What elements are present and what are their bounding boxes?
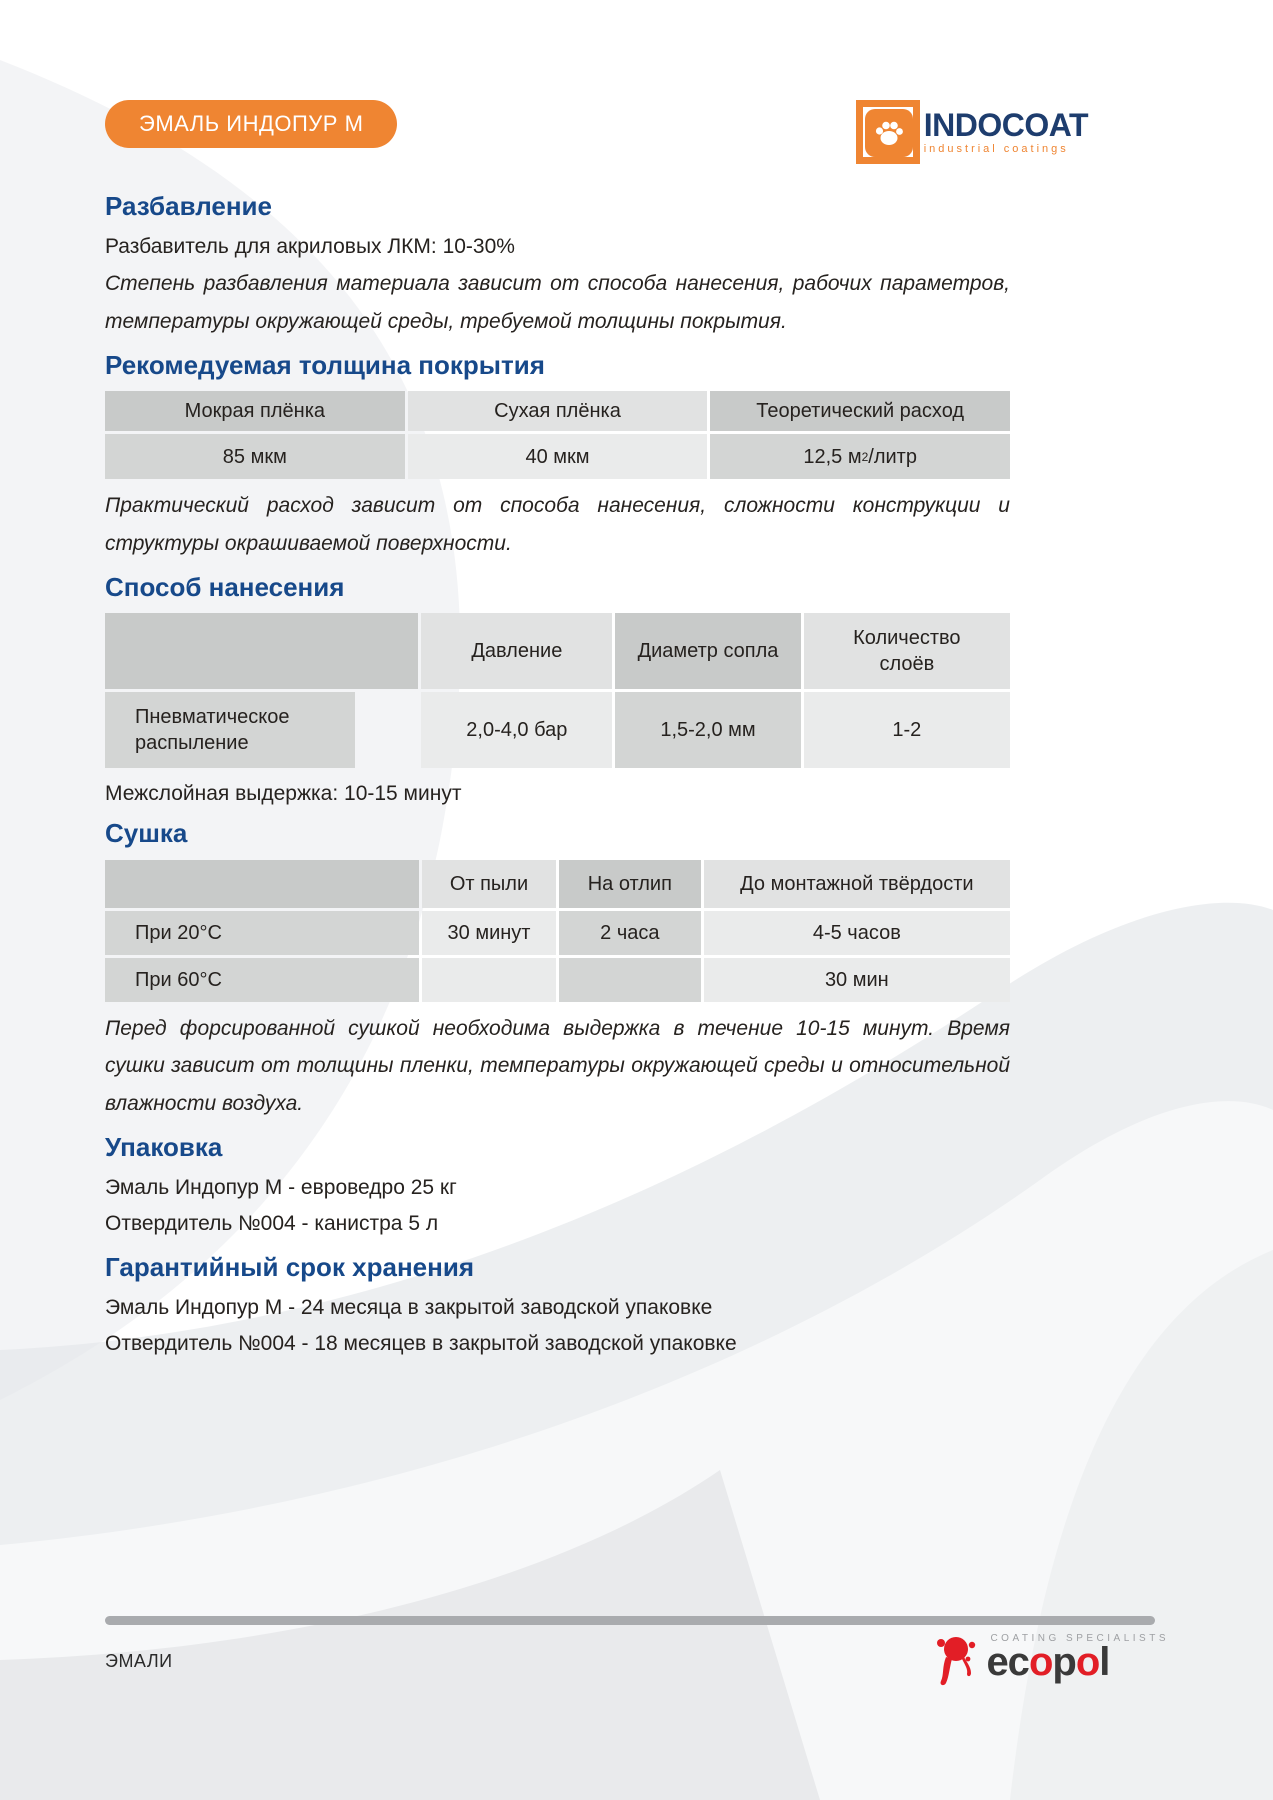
drying-table	[105, 860, 1010, 1002]
temp-20: При 20°С	[105, 911, 419, 955]
section-title-application: Способ нанесения	[105, 571, 345, 602]
dilution-note: Степень разбавления материала зависит от способа нанесения, рабочих параметров, температуры окружающей среды, требуемой толщины покрытия.	[105, 272, 1010, 334]
method-name: Пневматическое распыление	[105, 692, 355, 768]
pressure-value: 2,0-4,0 бар	[421, 692, 612, 768]
ecopol-splat-icon	[932, 1633, 980, 1691]
thickness-note: Практический расход зависит от способа нанесения, сложности конструкции и структуры окрашиваемой поверхности.	[105, 494, 1010, 556]
th-consumption: Теоретический расход	[710, 391, 1010, 431]
ecopol-tagline: COATING SPECIALISTS	[990, 1633, 1169, 1644]
hardness-20: 4-5 часов	[704, 911, 1010, 955]
consumption-value: 12,5 м 2 /литр	[710, 434, 1010, 479]
th-nozzle: Диаметр сопла	[615, 613, 800, 689]
shelf-life-line-1: Эмаль Индопур М - 24 месяца в закрытой заводской упаковке	[105, 1295, 713, 1319]
product-badge: ЭМАЛЬ ИНДОПУР М	[105, 100, 397, 148]
brand-tagline: industrial coatings	[923, 143, 1069, 155]
th-layers: Количество слоёв	[804, 613, 1010, 689]
indocoat-logo-icon	[856, 100, 920, 164]
dust-free-60	[422, 958, 556, 1002]
th-empty	[105, 613, 418, 689]
section-title-packaging: Упаковка	[105, 1132, 223, 1163]
th-pressure: Давление	[421, 613, 612, 689]
footer-divider	[105, 1616, 1155, 1625]
ecopol-wordmark: ecopol	[986, 1640, 1110, 1684]
drying-note: Перед форсированной сушкой необходима выдержка в течение 10-15 минут. Время сушки зависит от толщины пленки, температуры окружающей среды и относительной влажности воздуха.	[105, 1016, 1010, 1116]
wet-film-value: 85 мкм	[105, 434, 405, 479]
layers-value: 1-2	[804, 692, 1010, 768]
page-footer	[105, 1616, 1169, 1691]
hardness-60: 30 мин	[704, 958, 1010, 1002]
th-dry-film: Сухая плёнка	[408, 391, 708, 431]
packaging-line-1: Эмаль Индопур М - евроведро 25 кг	[105, 1175, 457, 1199]
thickness-table	[105, 391, 1010, 479]
th-dust-free: От пыли	[422, 860, 556, 908]
brand-name: INDOCOAT	[923, 107, 1088, 143]
tack-free-20: 2 часа	[559, 911, 701, 955]
dry-film-value: 40 мкм	[408, 434, 708, 479]
th-wet-film: Мокрая плёнка	[105, 391, 405, 431]
paw-icon	[865, 109, 913, 157]
nozzle-value: 1,5-2,0 мм	[615, 692, 800, 768]
section-title-drying: Сушка	[105, 818, 188, 849]
footer-category: ЭМАЛИ	[105, 1651, 173, 1671]
th-tack-free: На отлип	[559, 860, 701, 908]
dust-free-20: 30 минут	[422, 911, 556, 955]
indocoat-logo	[856, 100, 1088, 164]
section-title-dilution: Разбавление	[105, 191, 272, 221]
temp-60: При 60°С	[105, 958, 419, 1002]
dilution-text: Разбавитель для акриловых ЛКМ: 10-30%	[105, 234, 515, 258]
th-hardness: До монтажной твёрдости	[704, 860, 1010, 908]
application-table	[105, 613, 1010, 768]
th-empty-dry	[105, 860, 419, 908]
tack-free-60	[559, 958, 701, 1002]
shelf-life-line-2: Отвердитель №004 - 18 месяцев в закрытой заводской упаковке	[105, 1332, 737, 1356]
packaging-line-2: Отвердитель №004 - канистра 5 л	[105, 1212, 439, 1236]
section-title-thickness: Рекомедуемая толщина покрытия	[105, 349, 545, 380]
ecopol-logo	[932, 1633, 1169, 1691]
section-title-shelf-life: Гарантийный срок хранения	[105, 1252, 475, 1283]
interlayer-note: Межслойная выдержка: 10-15 минут	[105, 782, 462, 806]
page-header	[105, 0, 1088, 164]
